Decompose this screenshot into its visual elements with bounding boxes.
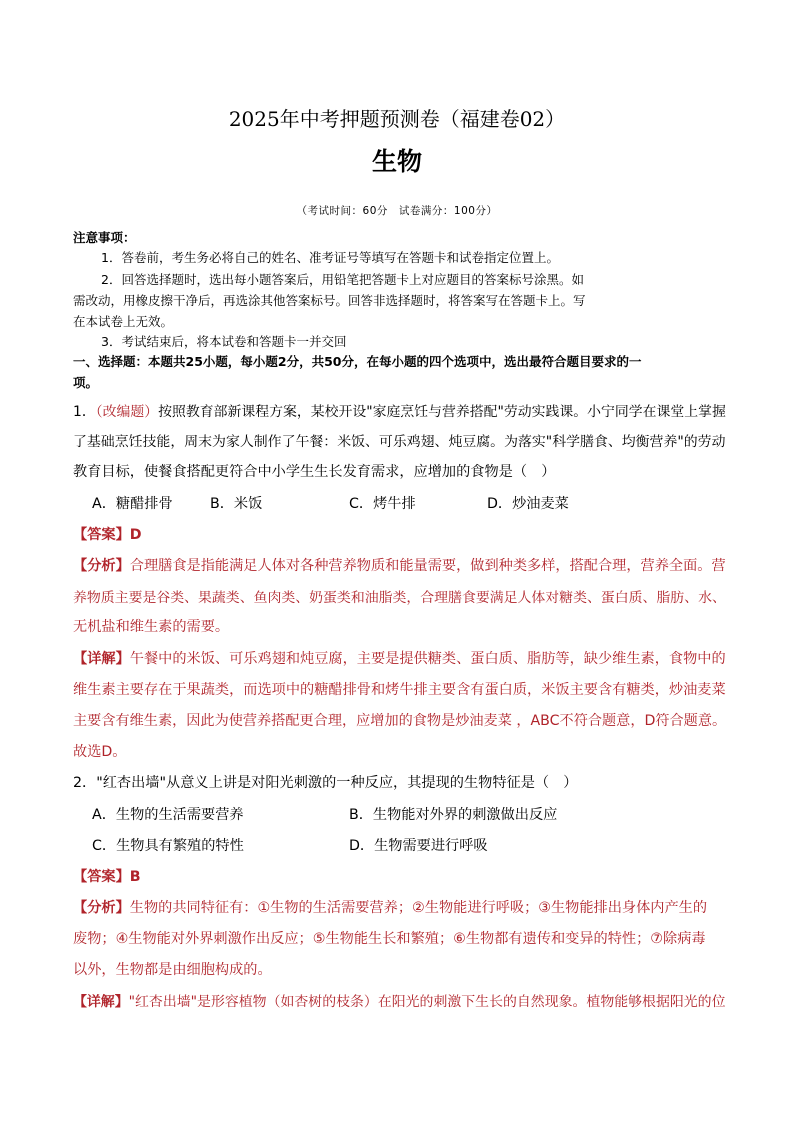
notes-item-2-line-3: 在本试卷上无效。	[73, 314, 174, 329]
question-2-analysis-line-2: 废物；④生物能对外界刺激作出反应；⑤生物能生长和繁殖；⑥生物都有遗传和变异的特性；⑦除病毒	[73, 931, 706, 947]
notes-item-2-line-2: 需改动，用橡皮擦干净后，再选涂其他答案标号。回答非选择题时，将答案写在答题卡上。写	[73, 293, 586, 308]
question-1-option-c: C．烤牛排	[349, 496, 416, 512]
question-1-line-3: 教育目标，使餐食搭配更符合中小学生生长发育需求，应增加的食物是（ ）	[73, 464, 556, 480]
question-2-answer	[73, 866, 141, 886]
detail-text: 午餐中的米饭、可乐鸡翅和炖豆腐，主要是提供糖类、蛋白质、脂肪等，缺少维生素，食物中的	[129, 651, 726, 667]
question-1-option-b: B．米饭	[210, 496, 263, 512]
question-1-analysis-line-2: 养物质主要是谷类、果蔬类、鱼肉类、奶蛋类和油脂类，合理膳食要满足人体对糖类、蛋白质、脂肪、水、	[73, 590, 726, 606]
question-2-option-a: A．生物的生活需要营养	[92, 807, 244, 823]
question-1-detail-line-3: 主要含有维生素，因此为使营养搭配更合理，应增加的食物是炒油麦菜 ，ABC不符合题意，D符合题意。	[73, 713, 727, 729]
question-2-text: "红杏出墙"从意义上讲是对阳光刺激的一种反应，其提现的生物特征是（ ）	[96, 775, 578, 791]
question-1-option-a: A．糖醋排骨	[92, 496, 173, 512]
answer-label: 【答案】	[73, 869, 130, 885]
question-2-option-b: B．生物能对外界的刺激做出反应	[349, 807, 558, 823]
question-2-analysis-line-1	[73, 897, 707, 917]
question-1-analysis-line-1	[73, 555, 726, 575]
analysis-label: 【分析】	[73, 558, 130, 574]
question-2-option-c: C．生物具有繁殖的特性	[92, 838, 244, 854]
analysis-text: 生物的共同特征有：①生物的生活需要营养；②生物能进行呼吸；③生物能排出身体内产生的	[129, 900, 708, 916]
analysis-text: 合理膳食是指能满足人体对各种营养物质和能量需要，做到种类多样，搭配合理，营养全面。营	[129, 558, 726, 574]
question-2-option-d: D．生物需要进行呼吸	[349, 838, 488, 854]
question-1-answer	[73, 524, 142, 544]
section-heading-line-1: 一、选择题：本题共25小题，每小题2分，共50分，在每小题的四个选项中，选出最符合题目要求的一	[73, 354, 642, 369]
question-1-analysis-line-3: 无机盐和维生素的需要。	[73, 619, 230, 635]
notes-item-1: 1．答卷前，考生务必将自己的姓名、准考证号等填写在答题卡和试卷指定位置上。	[101, 250, 559, 265]
question-1-line-2: 了基础烹饪技能，周末为家人制作了午餐：米饭、可乐鸡翅、炖豆腐。为落实"科学膳食、均衡营养"的劳动	[73, 434, 726, 450]
notes-heading: 注意事项：	[73, 230, 136, 245]
question-2-analysis-line-3: 以外，生物都是由细胞构成的。	[73, 962, 272, 978]
question-2-line-1	[73, 772, 577, 792]
answer-value: B	[129, 869, 141, 885]
analysis-label: 【分析】	[73, 900, 130, 916]
question-2-number: 2．	[73, 775, 97, 791]
question-1-detail-line-2: 维生素主要存在于果蔬类，而选项中的糖醋排骨和烤牛排主要含有蛋白质，米饭主要含有糖类，炒油麦菜	[73, 682, 726, 698]
answer-label: 【答案】	[73, 527, 130, 543]
exam-info: （考试时间：60分 试卷满分：100分）	[296, 205, 498, 217]
answer-value: D	[129, 527, 142, 543]
question-1-option-d: D．炒油麦菜	[487, 496, 569, 512]
question-1-number: 1．	[73, 404, 96, 420]
subject-title: 生物	[371, 147, 422, 176]
question-2-detail-line-1	[73, 990, 725, 1010]
question-1-detail-line-4: 故选D。	[73, 744, 127, 760]
detail-label: 【详解】	[73, 994, 129, 1010]
question-1-text: 按照教育部新课程方案，某校开设"家庭烹饪与营养搭配"劳动实践课。小宁同学在课堂上掌握	[158, 404, 726, 420]
question-1-detail-line-1	[73, 648, 726, 668]
detail-label: 【详解】	[73, 651, 130, 667]
exam-title: 2025年中考押题预测卷（福建卷02）	[228, 107, 566, 131]
notes-item-3: 3．考试结束后，将本试卷和答题卡一并交回	[101, 334, 347, 349]
notes-item-2-line-1: 2．回答选择题时，选出每小题答案后，用铅笔把答题卡上对应题目的答案标号涂黑。如	[101, 272, 584, 287]
question-1-tag: （改编题）	[95, 404, 159, 420]
section-heading-line-2: 项。	[73, 375, 99, 390]
detail-text: "红杏出墙"是形容植物（如杏树的枝条）在阳光的刺激下生长的自然现象。植物能够根据阳光的位	[128, 994, 726, 1010]
question-1-line-1	[73, 400, 726, 420]
